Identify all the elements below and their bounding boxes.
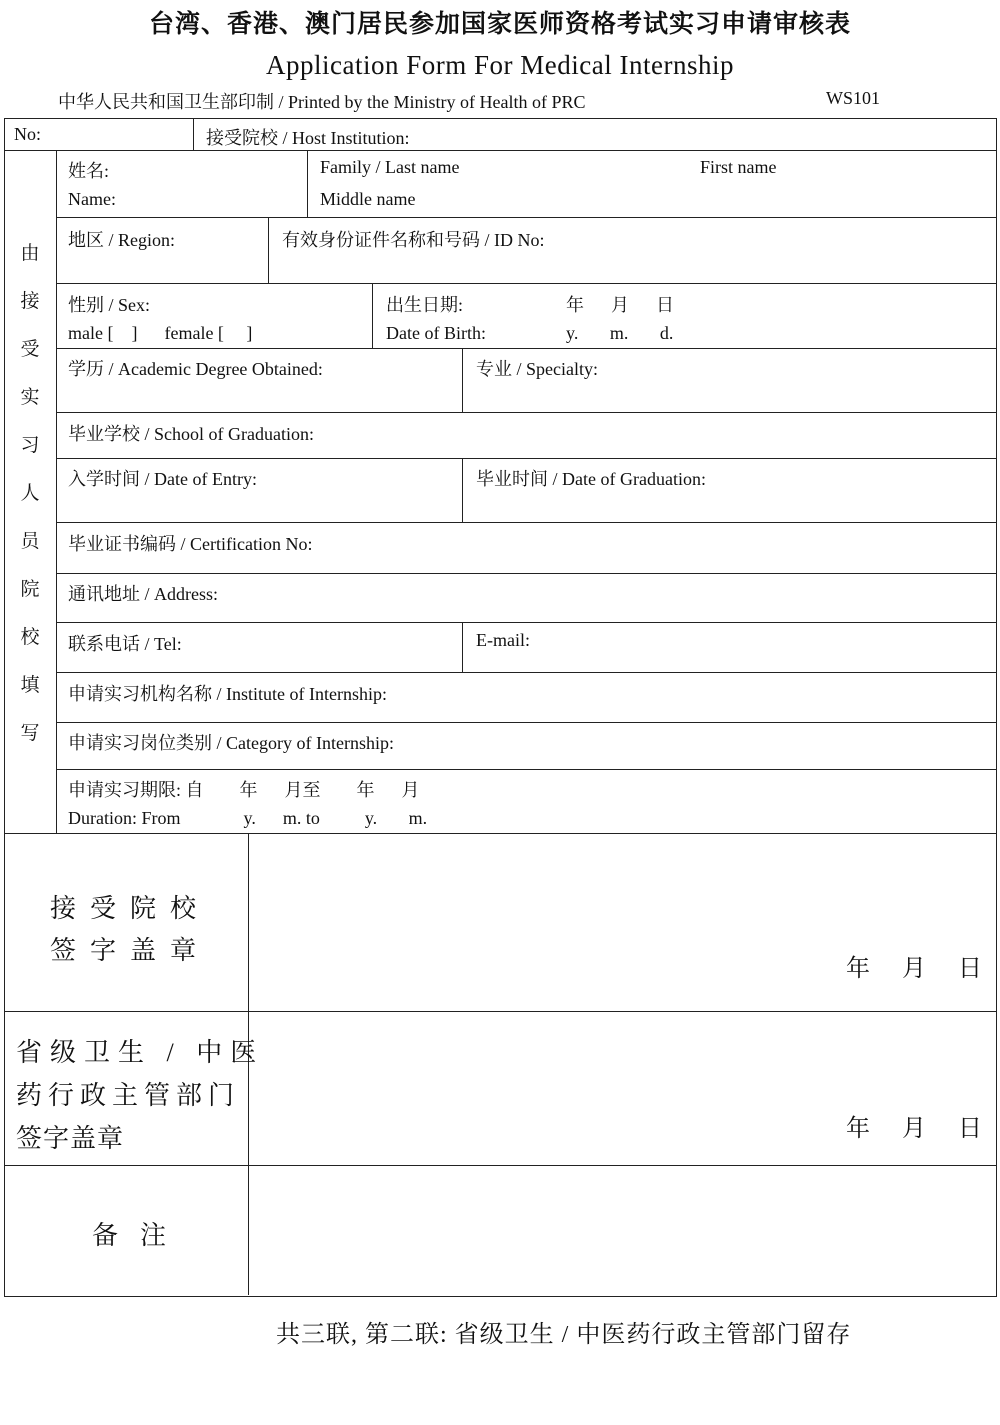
graduation-date-field[interactable]: 毕业时间 / Date of Graduation:: [476, 469, 706, 489]
divider: [56, 722, 997, 723]
divider: [56, 522, 997, 523]
email-field[interactable]: E-mail:: [476, 630, 530, 650]
family-name-field[interactable]: Family / Last name: [320, 157, 460, 177]
duration-en-field[interactable]: Duration: From y. m. to y. m.: [68, 808, 428, 828]
specialty-field[interactable]: 专业 / Specialty:: [476, 359, 598, 379]
divider: [56, 622, 997, 623]
sex-checkboxes[interactable]: male [ ] female [ ]: [68, 323, 253, 343]
divider: [268, 217, 269, 283]
divider: [4, 1011, 997, 1012]
dob-en-label: Date of Birth:: [386, 323, 486, 343]
name-en-label: Name:: [68, 189, 116, 209]
divider: [4, 833, 997, 834]
address-field[interactable]: 通讯地址 / Address:: [68, 584, 218, 604]
certification-field[interactable]: 毕业证书编码 / Certification No:: [68, 534, 313, 554]
divider: [372, 283, 373, 348]
divider: [56, 150, 57, 833]
id-number-field[interactable]: 有效身份证件名称和号码 / ID No:: [282, 230, 545, 250]
dob-cn-label: 出生日期:: [386, 295, 464, 315]
name-cn-label: 姓名:: [68, 161, 110, 181]
divider: [4, 150, 997, 151]
middle-name-field[interactable]: Middle name: [320, 189, 416, 209]
tel-field[interactable]: 联系电话 / Tel:: [68, 634, 182, 654]
provincial-authority-label-2: 药行政主管部门: [16, 1081, 241, 1110]
printed-by: 中华人民共和国卫生部印制 / Printed by the Ministry of Health of PRC: [58, 92, 586, 112]
side-label: 由 接 受 实 习 人 员 院 校 填 写: [20, 243, 40, 744]
institute-field[interactable]: 申请实习机构名称 / Institute of Internship:: [68, 684, 387, 704]
remarks-label: 备注: [92, 1221, 189, 1250]
host-institution-field[interactable]: 接受院校 / Host Institution:: [206, 128, 410, 148]
divider: [307, 150, 308, 217]
footer-note: 共三联, 第二联: 省级卫生 / 中医药行政主管部门留存: [276, 1322, 852, 1348]
entry-date-field[interactable]: 入学时间 / Date of Entry:: [68, 469, 257, 489]
dob-en-units[interactable]: y. m. d.: [566, 323, 674, 343]
form-code: WS101: [826, 88, 880, 108]
divider: [56, 573, 997, 574]
divider: [462, 348, 463, 412]
dob-cn-units[interactable]: 年 月 日: [566, 295, 674, 315]
provincial-authority-label: 省级卫生 / 中医: [16, 1038, 265, 1067]
divider: [462, 622, 463, 672]
provincial-signature-date[interactable]: 年 月 日: [846, 1116, 982, 1142]
region-field[interactable]: 地区 / Region:: [68, 230, 175, 250]
duration-cn-field[interactable]: 申请实习期限: 自 年 月至 年 月: [68, 780, 420, 800]
host-seal-label: 签字盖章: [50, 936, 211, 965]
form-title-en: Application Form For Medical Internship: [266, 50, 734, 80]
degree-field[interactable]: 学历 / Academic Degree Obtained:: [68, 359, 323, 379]
divider: [56, 348, 997, 349]
divider: [56, 672, 997, 673]
divider: [56, 412, 997, 413]
form-title-cn: 台湾、香港、澳门居民参加国家医师资格考试实习申请审核表: [148, 11, 851, 38]
divider: [56, 769, 997, 770]
school-field[interactable]: 毕业学校 / School of Graduation:: [68, 424, 314, 444]
divider: [4, 1165, 997, 1166]
host-signature-date[interactable]: 年 月 日: [846, 956, 982, 982]
first-name-field[interactable]: First name: [700, 157, 777, 177]
divider: [193, 118, 194, 150]
divider: [462, 458, 463, 522]
host-signature-label: 接受院校: [50, 894, 211, 923]
provincial-seal-label: 签字盖章: [16, 1124, 125, 1153]
divider: [56, 283, 997, 284]
divider: [56, 458, 997, 459]
sex-label: 性别 / Sex:: [68, 295, 151, 315]
no-field[interactable]: No:: [14, 124, 41, 144]
category-field[interactable]: 申请实习岗位类别 / Category of Internship:: [68, 733, 394, 753]
divider: [56, 217, 997, 218]
